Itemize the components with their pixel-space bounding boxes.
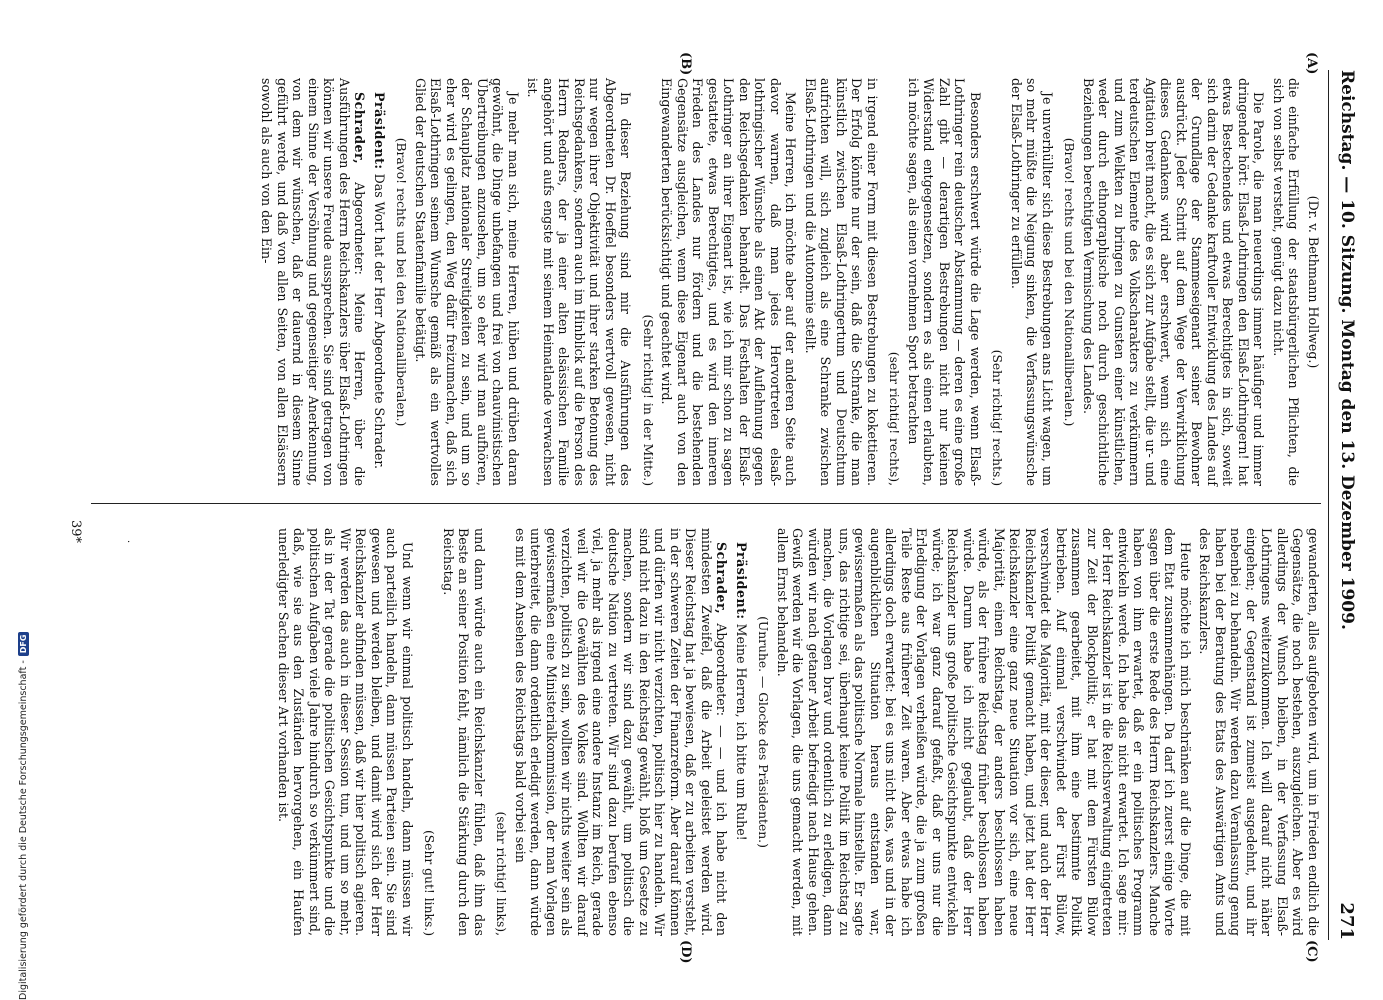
speech-text: Meine Herren, ich bitte um Ruhe! xyxy=(734,623,749,841)
footer-mark: · xyxy=(122,540,133,544)
paragraph: Je unverhüllter sich diese Bestrebungen ans Licht wagen, um so mehr müßte die Neigung sinken, die Verfassungswünsche der Elsaß-Lothringer zu erfüllen. xyxy=(1009,78,1055,486)
paragraph-president xyxy=(734,528,750,936)
margin-mark-a: (A) xyxy=(1304,52,1319,75)
margin-mark-d: (D) xyxy=(678,940,693,964)
credit-text: Digitalisierung gefördert durch die Deutsche Forschungsgemeinschaft - xyxy=(18,660,29,1000)
header-title: Reichstag. — 10. Sitzung. Montag den 13. Dezember 1909. xyxy=(1337,70,1357,630)
page-header xyxy=(1328,70,1361,940)
digitization-credit xyxy=(2,0,29,1000)
speaker-label: Präsident: xyxy=(372,92,387,170)
interjection: (Sehr richtig! in der Mitte.) xyxy=(641,314,655,486)
margin-mark-b: (B) xyxy=(678,52,693,76)
footer-page-code: 39* xyxy=(68,520,83,544)
speech-text: Abgeordneter: Meine Herren, über die Ausführungen des Herrn Reichskanzlers über Elsaß-Lothringen können wir unsere Freude aussprechen. Sie sind getragen von einem Sinne der Versöhnung und gegenseitiger Anerkennung, von dem wir wünschen, daß er dauernd in diesem Sinne geführt werde, und daß von allen Seiten, von allen Elsässern sowohl als auch von den Ein- xyxy=(259,78,368,486)
interjection: (sehr richtig! rechts), xyxy=(887,351,902,486)
right-column xyxy=(272,528,1322,936)
left-column xyxy=(255,78,1321,486)
interjection: (sehr richtig! links), xyxy=(494,811,509,936)
paragraph-schrader xyxy=(513,528,730,936)
column-divider xyxy=(91,503,1321,504)
paragraph: Besonders erschwert würde die Lage werden, wenn Elsaß-Lothringer rein deutscher Abstammung — deren es eine große Zahl gibt — derartigen Bestrebungen nicht nur keinen Widerstand entgegensetzen, sondern es als einen erlaubten, ich möchte sagen, als einen vornehmen Sport betrachten xyxy=(906,78,983,486)
interjection: (Unruhe. — Glocke des Präsidenten.) xyxy=(756,616,771,848)
speaker-note: (Dr. v. Bethmann Hollweg.) xyxy=(1306,195,1321,369)
paragraph: die einfache Erfüllung der staatsbürgerlichen Pflichten, die sich von selbst versteht, genügt dazu nicht. xyxy=(1271,78,1302,486)
paragraph: Je mehr man sich, meine Herren, hüben und drüben daran gewöhnt, die Dinge unbefangen und frei von chauvinistischen Übertreibungen anzusehen, um so eher wird man aufhören, der Schauplatz nationaler Streitigkeiten zu sein, und um so eher wird es gelingen, den Weg dafür freizumachen, daß sich Elsaß-Lothringen seinem Wunsche gemäß als ein wertvolles Glied der deutschen Staatenfamilie betätigt. xyxy=(413,78,521,486)
paragraph: Die Parole, die man neuerdings immer häufiger und immer dringender hört: Elsaß-Lothringen den Elsaß-Lothringern! hat etwas Bestechendes und etwas Berechtigtes in sich, soweit sich darin der Gedanke kraftvoller Entwicklung des Landes auf der Grundlage der Stammeseigenart seiner Bewohner ausdrückt. Jeder Schritt auf dem Wege der Verwirklichung dieses Gedankens wird aber erschwert, wenn sich eine Agitation breit macht, die es sich zur Aufgabe stellt, die ur- und terdeutschen Elemente des Volkscharakters zu verkümmern und zum Welkten zu bringen zu Gunsten einer künstlichen, weder durch ethnographische noch durch geschichtliche Beziehungen berechtigten Vermischung des Landes. xyxy=(1081,78,1267,487)
interjection: (Bravo! rechts und bei den Nationalliberalen.) xyxy=(1062,137,1077,427)
margin-mark-c: (C) xyxy=(1304,940,1319,963)
speech-text: Das Wort hat der Herr Abgeordnete Schrader. xyxy=(372,173,387,470)
paragraph: Meine Herren, ich möchte aber auf der anderen Seite auch davor warnen, daß man jedes Hervortreten elsaß-lothringischer Wünsche als einen Akt der Auflehnung gegen den Reichsgedanken behandelt. Das Festhalten der Elsaß-Lothringer an ihrer Eigenart ist, wie ich mir schon zu sagen gestattete, etwas Berechtigtes, und es wird den inneren Frieden des Landes nur fördern und die bestehenden Gegensätze ausgleichen, wenn diese Eigenart auch von den Eingewanderten berücksichtigt und geachtet wird. xyxy=(659,78,799,486)
speaker-label: Schrader, xyxy=(714,542,730,615)
paragraph-president xyxy=(372,78,388,486)
dfg-logo-icon: DFG xyxy=(18,632,29,657)
interjection: (Bravo! rechts und bei den Nationalliberalen.) xyxy=(394,137,409,427)
interjection: (Sehr gut! links.) xyxy=(422,829,437,936)
paragraph: in irgend einer Form mit diesen Bestrebungen zu kokettieren. Der Erfolg könnte nur der sein, daß die Schranke, die man künstlich zwischen Elsaß-Lothringertum und Deutschtum aufrichten will, sich zugleich als eine Schranke zwischen Elsaß-Lothringen und die Autonomie stellt. xyxy=(803,78,880,486)
header-page-number: 271 xyxy=(1336,902,1358,940)
interjection: (Sehr richtig! rechts.) xyxy=(990,349,1005,486)
speech-text: Abgeordneter: — — und ich habe nicht den mindesten Zweifel, daß die Arbeit geleistet werden wird. Dieser Reichstag hat ja bewiesen, daß er zu arbeiten versteht, in der schweren Zeiten der Finanzreform. Aber darauf können und dürfen wir nicht verzichten, politisch hier zu handeln. Wir sind nicht dazu in den Reichstag gewählt, bloß um Gesetze zu machen, sondern wir sind dazu gewählt, um politisch die deutsche Nation zu vertreten. Wir sind dazu berufen ebenso viel, ja mehr als irgend eine andere Instanz im Reich, gerade weil wir die Gewählten des Volkes sind. Wollten wir darauf verzichten, politisch zu sein, wollten wir nichts weiter sein als gewissermaßen eine Ministerialkommission, der man Vorlagen unterbreitet, die dann ordentlich erledigt werden, dann würde es mit dem Ansehen des Reichstags bald vorbei sein xyxy=(513,528,730,936)
speaker-label: Präsident: xyxy=(734,542,749,620)
paragraph-schrader xyxy=(259,78,368,486)
paragraph: In dieser Beziehung sind mir die Ausführungen des Abgeordneten Dr. Hoeffel besonders wertvoll gewesen, nicht nur wegen ihrer Objektivität und ihrer starken Betonung des Reichsgedankens, sondern auch im Hinblick auf die Person des Herrn Redners, der ja einer alten elsässischen Familie angehört und aufs engste mit seinem Heimatlande verwachsen ist. xyxy=(525,78,634,486)
digitization-credit-line xyxy=(18,632,29,1000)
paragraph: und dann würde auch ein Reichskanzler fühlen, daß ihm das Beste an seiner Position fehlt, nämlich die Stärkung durch den Reichstag. xyxy=(441,528,487,936)
paragraph: Heute möchte ich mich beschränken auf die Dinge, die mit dem Etat zusammenhängen. Da darf ich zuerst einige Worte sagen über die erste Rede des Herrn Reichskanzlers. Manche haben von ihm erwartet, daß er ein politisches Programm entwickeln werde. Ich habe das nicht erwartet. Ich sage mir: der Herr Reichskanzler ist in die Reichsverwaltung eingetreten zur Zeit der Blockpolitik; er hat mit dem Fürsten Bülow zusammen gearbeitet, mit ihm eine bestimmte Politik betrieben. Auf einmal verschwindet der Fürst Bülow, verschwindet die Majorität, mit der dieser, und auch der Herr Reichskanzler Politik gemacht haben, und jetzt hat der Herr Reichskanzler eine ganz neue Situation vor sich, eine neue Majorität, einen Reichstag, der anders beschlossen haben würde, als der frühere Reichstag früher beschlossen haben würde. Darum habe ich nicht geglaubt, daß der Herr Reichskanzler uns große politische Gesichtspunkte entwickeln würde; ich war ganz darauf gefaßt, daß er uns nur die Erledigung der Vorlagen verheißen würde, die ja zum großen Teile Reste aus früherer Zeit waren. Aber etwas habe ich allerdings doch erwartet: bei es uns nicht das, was und in der augenblicklichen Situation heraus entstanden war, gewissermaßen als das politische Normale hinstellte. Er sagte uns, das richtige sei, überhaupt keine Politik im Reichstag zu machen, die Vorlagen brav und ordentlich zu erledigen, dann würden wir nach getaner Arbeit befriedigt nach Hause gehen. Gewiß werden wir die Vorlagen, die uns gemacht werden, mit allem Ernst behandeln. xyxy=(775,528,1193,936)
paragraph: Und wenn wir einmal politisch handeln, dann müssen wir auch parteilich handeln, dann müssen Parteien sein. Sie sind gewesen und werden bleiben, und damit wird sich der Herr Reichskanzler abfinden müssen, daß wir hier politisch agieren. Wir werden das auch in dieser Session tun, und um so mehr, als in der Tat gerade die politischen Gesichtspunkte und die politischen Aufgaben viele Jahre hindurch so verkümmert sind, daß, wie sie aus den Zuständen hervorgehen, ein Haufen unerledigter Sachen dieser Art vorhanden ist. xyxy=(276,528,415,936)
speaker-label: Schrader, xyxy=(352,92,368,165)
paragraph: gewanderten, alles aufgeboten wird, um in Frieden endlich die Gegensätze, die noch bestehen, auszugleichen. Aber es wird allerdings der Wunsch bleiben, in der Verfassung Elsaß-Lothringens weiterzukommen. Ich will darauf nicht näher eingehen; der Gegenstand ist zumeist ausgedehnt, und ihr nebenbei zu behandeln. Wir werden dazu Veranlassung genug haben bei der Beratung des Etats des Auswärtigen Amts und des Reichskanzlers. xyxy=(1197,528,1321,936)
